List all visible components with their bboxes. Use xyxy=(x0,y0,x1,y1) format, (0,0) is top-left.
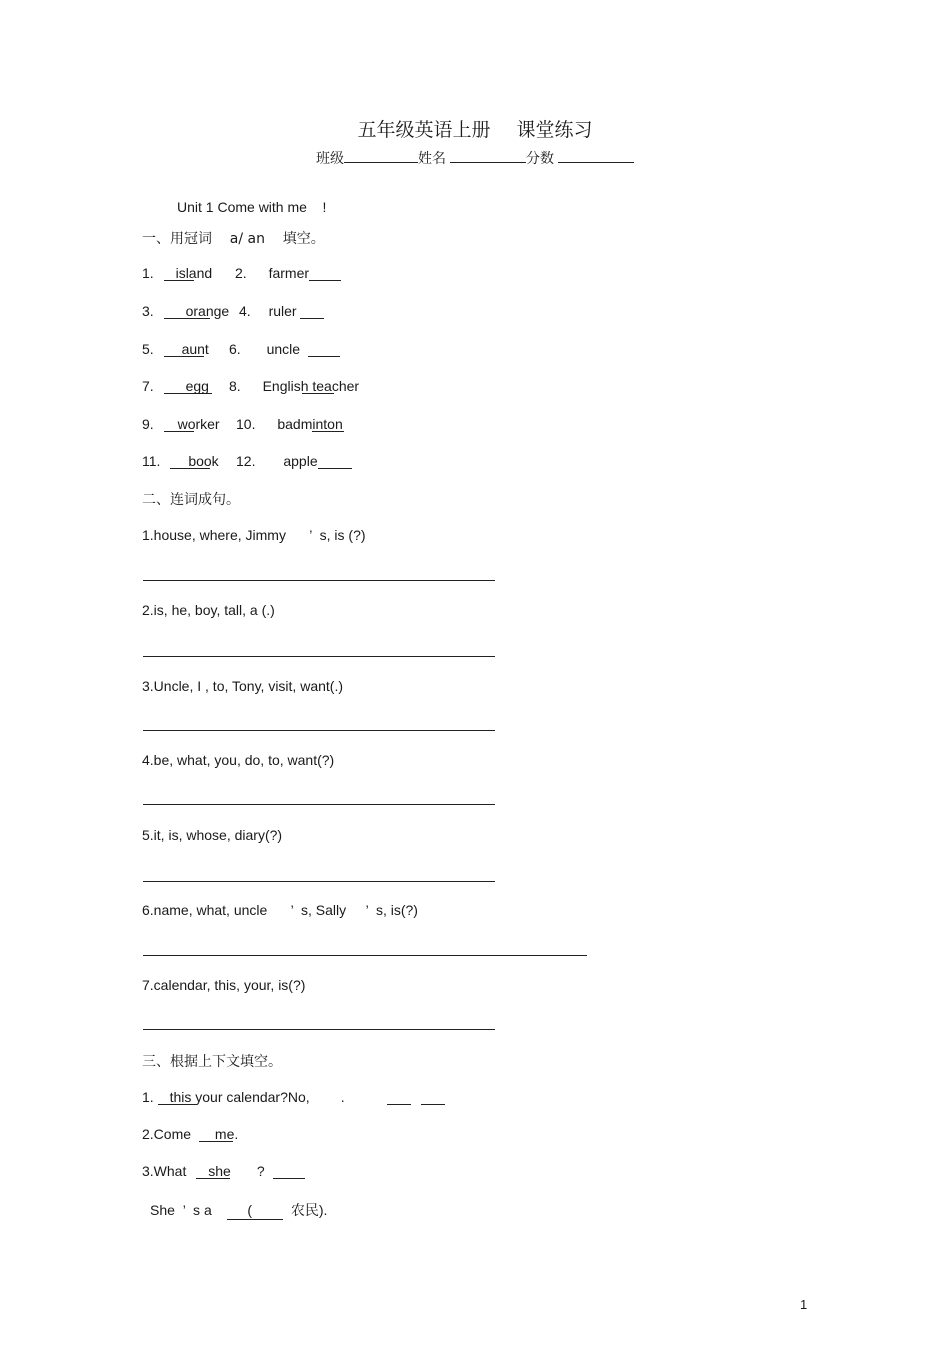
answer-line[interactable] xyxy=(143,730,495,731)
name-blank[interactable] xyxy=(450,149,526,163)
section3-heading: 三、根据上下文填空。 xyxy=(142,1054,282,1070)
answer-blank[interactable] xyxy=(309,266,341,281)
answer-line[interactable] xyxy=(143,656,495,657)
unit-heading: Unit 1 Come with me ! xyxy=(177,199,327,215)
question-item: 7.calendar, this, your, is(?) xyxy=(142,977,306,993)
list-item: 1. island xyxy=(142,265,213,281)
answer-line[interactable] xyxy=(143,580,495,581)
answer-blank[interactable] xyxy=(308,342,340,357)
list-item: 3. orange xyxy=(142,303,230,319)
list-item: 9. worker xyxy=(142,416,220,432)
list-item: 4. ruler xyxy=(239,303,324,319)
answer-blank[interactable] xyxy=(421,1104,445,1105)
question-item: 2.is, he, boy, tall, a (.) xyxy=(142,602,275,618)
score-blank[interactable] xyxy=(558,149,634,163)
list-item: 8. English teacher xyxy=(229,378,360,394)
page-number: 1 xyxy=(800,1297,808,1312)
answer-blank[interactable] xyxy=(387,1104,411,1105)
list-item: 10. badminton xyxy=(236,416,343,432)
name-label: 姓名 xyxy=(418,151,446,167)
class-blank[interactable] xyxy=(344,149,418,163)
list-item: 11. book xyxy=(142,453,219,469)
student-info-line xyxy=(0,148,950,168)
question-item: She ’ s a ( 农民). xyxy=(150,1202,328,1219)
answer-blank[interactable] xyxy=(227,1205,283,1220)
question-item: 3.What she ? xyxy=(142,1163,305,1179)
question-item: 1.house, where, Jimmy ’ s, is (?) xyxy=(142,527,366,543)
answer-line[interactable] xyxy=(143,804,495,805)
question-item: 1. this your calendar?No, . xyxy=(142,1089,345,1105)
list-item: 2. farmer xyxy=(235,265,341,281)
question-item: 2.Come me. xyxy=(142,1126,239,1142)
title-grade: 五年级英语上册 xyxy=(357,119,491,141)
score-label: 分数 xyxy=(526,151,554,167)
answer-blank[interactable] xyxy=(300,304,324,319)
question-item: 6.name, what, uncle ’ s, Sally ’ s, is(?) xyxy=(142,902,418,918)
list-item: 6. uncle xyxy=(229,341,340,357)
list-item: 5. aunt xyxy=(142,341,209,357)
question-item: 4.be, what, you, do, to, want(?) xyxy=(142,752,335,768)
answer-blank[interactable] xyxy=(318,454,352,469)
answer-line[interactable] xyxy=(143,881,495,882)
answer-blank[interactable] xyxy=(273,1164,305,1179)
page-title xyxy=(0,115,950,142)
class-label: 班级 xyxy=(316,151,344,167)
section1-heading: 一、用冠词 a/ an 填空。 xyxy=(142,231,325,247)
question-item: 5.it, is, whose, diary(?) xyxy=(142,827,283,843)
answer-blank[interactable] xyxy=(312,431,344,432)
answer-line[interactable] xyxy=(143,955,587,956)
question-item: 3.Uncle, I , to, Tony, visit, want(.) xyxy=(142,678,343,694)
list-item: 7. egg xyxy=(142,378,209,394)
section2-heading: 二、连词成句。 xyxy=(142,492,240,508)
answer-blank[interactable] xyxy=(302,393,334,394)
list-item: 12. apple xyxy=(236,453,352,469)
answer-line[interactable] xyxy=(143,1029,495,1030)
title-practice: 课堂练习 xyxy=(516,119,593,141)
